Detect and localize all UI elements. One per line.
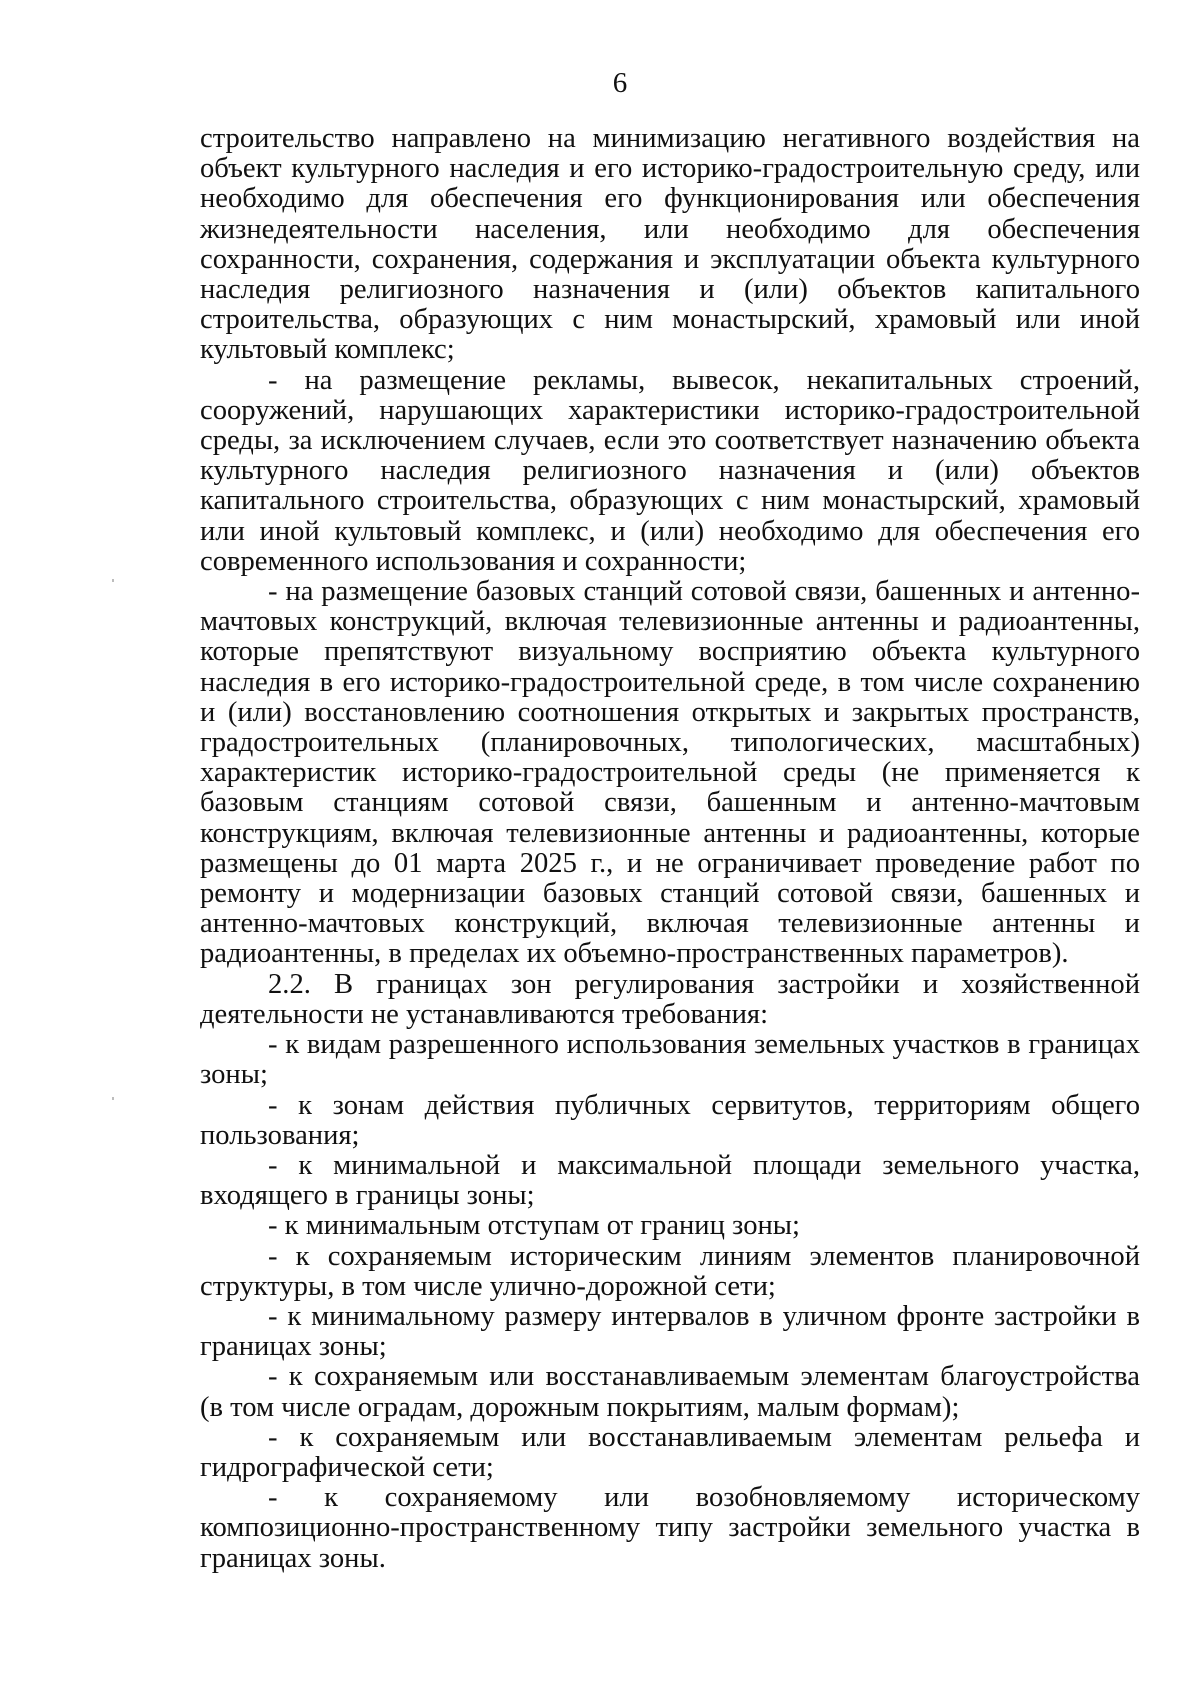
document-body: [200, 124, 1140, 1574]
list-item-plot-area: - к минимальной и максимальной площади земельного участка, входящего в границы зоны;: [200, 1149, 1140, 1212]
scan-artifact: [112, 579, 114, 582]
paragraph-construction-purpose: строительство направлено на минимизацию негативного воздействия на объект культурного наследия и его историко-градостроительную среду, или необходимо для обеспечения его функционирования или обеспечения жизнедеятельности населения, или необходимо для обеспечения сохранности, сохранения, содержания и эксплуатации объекта культурного наследия религиозного назначения и (или) объектов капитального строительства, образующих с ним монастырский, храмовый или иной культовый комплекс;: [200, 123, 1140, 366]
list-item-servitudes: - к зонам действия публичных сервитутов, территориям общего пользования;: [200, 1089, 1140, 1151]
paragraph-section-2-2: 2.2. В границах зон регулирования застройки и хозяйственной деятельности не устанавливаются требования:: [200, 968, 1140, 1030]
list-item-setbacks: - к минимальным отступам от границ зоны;: [268, 1210, 800, 1242]
scan-artifact: [112, 1097, 114, 1100]
list-item-street-front-intervals: - к минимальному размеру интервалов в уличном фронте застройки в границах зоны;: [200, 1300, 1140, 1363]
list-item-landscaping-elements: - к сохраняемым или восстанавливаемым элементам благоустройства (в том числе оградам, дорожным покрытиям, малым формам);: [200, 1361, 1140, 1423]
page-number: 6: [612, 67, 628, 99]
list-item-composition-type: - к сохраняемому или возобновляемому историческому композиционно-пространственному типу застройки земельного участка в границах зоны.: [200, 1482, 1140, 1574]
list-item-land-use: - к видам разрешенного использования земельных участков в границах зоны;: [200, 1029, 1140, 1091]
paragraph-base-stations-ban: - на размещение базовых станций сотовой связи, башенных и антенно-мачтовых конструкций, включая телевизионные антенны и радиоантенны, которые препятствуют визуальному восприятию объекта культурного наследия в его историко-градостроительной среде, в том числе сохранению и (или) восстановлению соотношения открытых и закрытых пространств, градостроительных (планировочных, типологических, масштабных) характеристик историко-градостроительной среды (не применяется к базовым станциям сотовой связи, башенным и антенно-мачтовым конструкциям, включая телевизионные антенны и радиоантенны, которые размещены до 01 марта 2025 г., и не ограничивает проведение работ по ремонту и модернизации базовых станций сотовой связи, башенных и антенно-мачтовых конструкций, включая телевизионные антенны и радиоантенны, в пределах их объемно-пространственных параметров).: [200, 576, 1140, 970]
list-item-relief-elements: - к сохраняемым или восстанавливаемым элементам рельефа и гидрографической сети;: [200, 1421, 1140, 1483]
list-item-historic-lines: - к сохраняемым историческим линиям элементов планировочной структуры, в том числе улично-дорожной сети;: [200, 1240, 1140, 1302]
paragraph-advertising-ban: - на размещение рекламы, вывесок, некапитальных строений, сооружений, нарушающих характеристики историко-градостроительной среды, за исключением случаев, если это соответствует назначению объекта культурного наследия религиозного назначения и (или) объектов капитального строительства, образующих с ним монастырский, храмовый или иной культовый комплекс, и (или) необходимо для обеспечения его современного использования и сохранности;: [200, 364, 1140, 577]
